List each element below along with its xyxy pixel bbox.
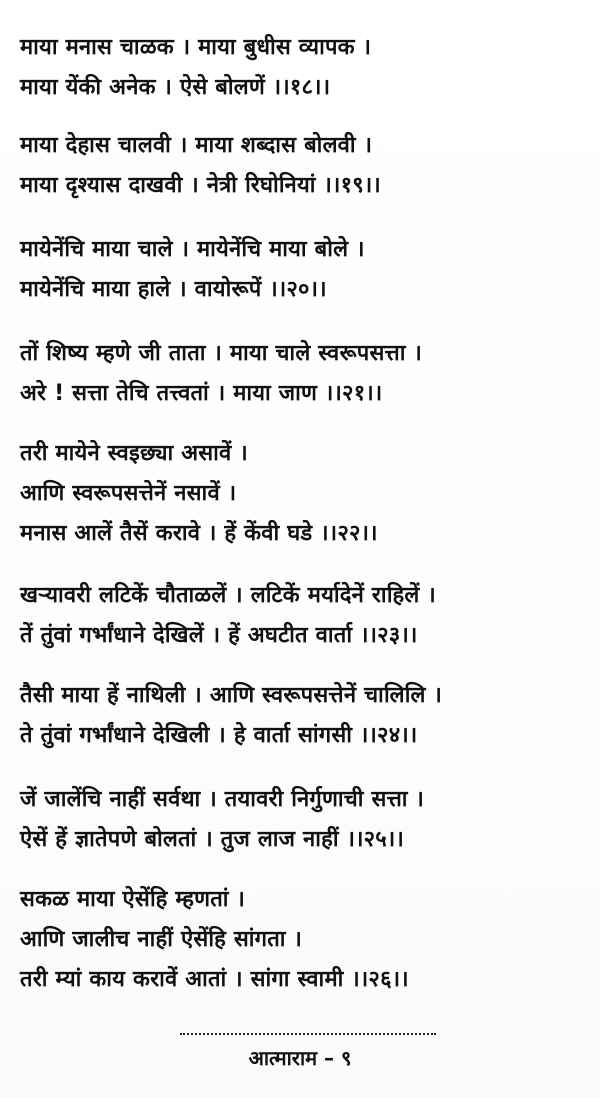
verse-line: सकळ माया ऐसेंहि म्हणतां । — [20, 887, 246, 912]
verse-26 — [20, 880, 590, 1000]
verse-24 — [20, 676, 590, 756]
verse-18 — [20, 28, 590, 108]
verse-line: जें जालेंचि नाहीं सर्वथा । तयावरी निर्गुणाची सत्ता । — [20, 787, 425, 812]
verse-21 — [20, 334, 590, 414]
verse-23 — [20, 576, 590, 656]
verse-19 — [20, 126, 590, 206]
verse-line: माया मनास चाळक । माया बुधीस व्यापक । — [20, 35, 372, 60]
page-footer: आत्माराम – ९ — [248, 1046, 352, 1070]
verse-line: माया दृश्यास दाखवी । नेत्री रिघोनियां ।।१९।। — [20, 173, 381, 198]
footer-divider — [180, 1033, 436, 1035]
verse-22 — [20, 434, 590, 554]
verse-20 — [20, 230, 590, 310]
verse-line: ते तुंवां गर्भांधाने देखिली । हे वार्ता सांगसी ।।२४।। — [20, 723, 418, 748]
verse-line: ऐसें हें ज्ञातेपणे बोलतां । तुज लाज नाहीं ।।२५।। — [20, 827, 405, 852]
verse-line: मायेनेंचि माया चाले । मायेनेंचि माया बोले । — [20, 237, 365, 262]
verse-25 — [20, 780, 590, 860]
verse-line: अरे ! सत्ता तेचि तत्त्वतां । माया जाण ।।२१।। — [20, 381, 383, 406]
verse-line: मायेनेंचि माया हाले । वायोरूपें ।।२०।। — [20, 277, 327, 302]
verse-line: मनास आलें तैसें करावे । हें केंवी घडे ।।२२।। — [20, 521, 378, 546]
verse-line: तरी म्यां काय करावें आतां । सांगा स्वामी ।।२६।। — [20, 967, 409, 992]
verse-line: तरी मायेने स्वइछ्या असावें । — [20, 441, 248, 466]
verse-line: माया देहास चालवी । माया शब्दास बोलवी । — [20, 133, 373, 158]
verse-line: आणि जालीच नाहीं ऐसेंहि सांगता । — [20, 927, 303, 952]
verse-line: माया येंकी अनेक । ऐसे बोलणें ।।१८।। — [20, 75, 331, 100]
verse-line: तों शिष्य म्हणे जी ताता । माया चाले स्वरूपसत्ता । — [20, 341, 423, 366]
verse-line: तें तुंवां गर्भांधाने देखिलें । हें अघटीत वार्ता ।।२३।। — [20, 623, 418, 648]
verse-line: आणि स्वरूपसत्तेनें नसावें । — [20, 481, 237, 506]
verse-line: खऱ्यावरी लटिकें चौताळलें । लटिकें मर्यादेनें राहिलें । — [20, 583, 436, 608]
verse-line: तैसी माया हें नाथिली । आणि स्वरूपसत्तेनें चालिलि । — [20, 683, 442, 708]
